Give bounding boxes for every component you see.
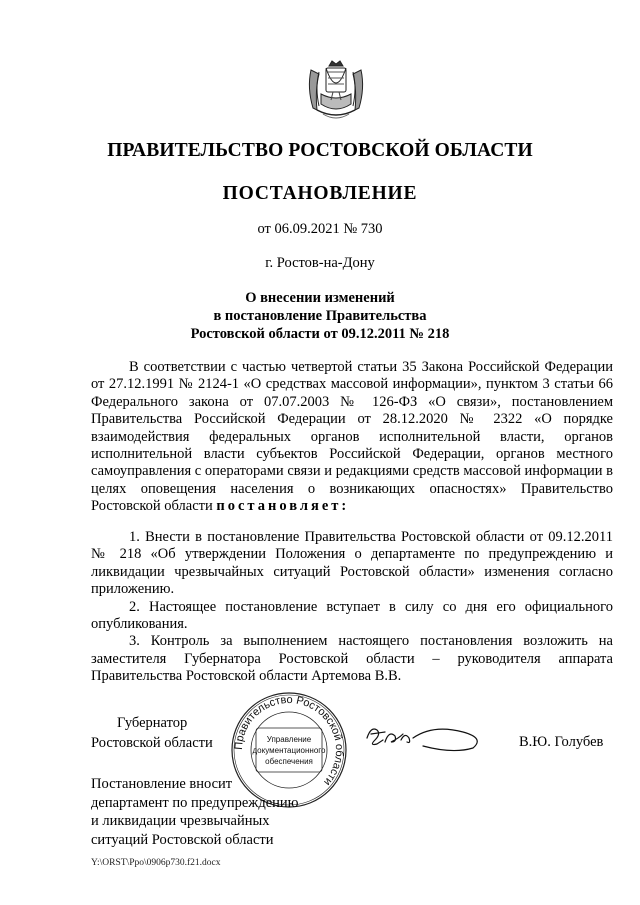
- decree-word: постановляет:: [216, 498, 350, 515]
- signatory-name: В.Ю. Голубев: [519, 734, 604, 750]
- signatory-title-line: Ростовской области: [91, 735, 213, 751]
- document-city: г. Ростов-на-Дону: [265, 255, 375, 271]
- preamble-text: В соответствии с частью четвертой статьи 35 Закона Российской Федерации от 27.12.1991 № 2124-1 «О средствах массовой информации», пунктом 3 статьи 66 Федерального закона от 07.07.2003 № 126-ФЗ «О связи», постановлением Правительства Российской Федерации от 28.12.2020 № 2322 «О порядке взаимодействия федеральных органов исполнительной власти, органов исполнительной власти субъектов Российской Федерации, органов местного самоуправления с операторами связи и редакциями средств массовой информации в целях оповещения населения о возникающих опасностях» Правительство Ростовской области: [91, 359, 613, 515]
- preamble-paragraph: [91, 359, 613, 516]
- submitted-by-line: ситуаций Ростовской области: [91, 831, 274, 848]
- seal-inner-text: Управление: [266, 735, 312, 744]
- handwritten-signature: [363, 718, 488, 758]
- submitted-by-block: [91, 775, 299, 849]
- file-path-footer: Y:\ORST\Ppo\0906p730.f21.docx: [91, 858, 221, 868]
- seal-ring-text: Правительство Ростовской области: [232, 693, 346, 788]
- submitted-by-line: департамент по предупреждению: [91, 794, 299, 811]
- decree-item: 3. Контроль за выполнением настоящего постановления возложить на заместителя Губернатора Ростовской области – руководителя аппарата Правительства Ростовской области Артемова В.В.: [91, 633, 613, 685]
- subject-line: О внесении изменений: [245, 290, 395, 306]
- document-type-title: ПОСТАНОВЛЕНИЕ: [222, 183, 418, 204]
- submitted-by-line: и ликвидации чрезвычайных: [91, 813, 270, 830]
- document-date-number: от 06.09.2021 № 730: [257, 221, 383, 237]
- signatory-title-line: Губернатор: [117, 715, 188, 731]
- decree-item: 1. Внести в постановление Правительства Ростовской области от 09.12.2011 № 218 «Об утверждении Положения о департаменте по предупреждению и ликвидации чрезвычайных ситуаций Ростовской области» изменения согласно приложению.: [91, 529, 613, 598]
- subject-line: в постановление Правительства: [213, 308, 427, 324]
- subject-line: Ростовской области от 09.12.2011 № 218: [190, 326, 450, 342]
- document-subject: [0, 289, 640, 343]
- seal-inner-text: документационного: [252, 746, 326, 755]
- seal-inner-text: обеспечения: [265, 757, 313, 766]
- decree-item: 2. Настоящее постановление вступает в силу со дня его официального опубликования.: [91, 598, 613, 633]
- submitted-by-line: Постановление вносит: [91, 776, 233, 792]
- organization-title: ПРАВИТЕЛЬСТВО РОСТОВСКОЙ ОБЛАСТИ: [107, 140, 533, 161]
- signatory-title: [91, 713, 213, 753]
- coat-of-arms-emblem: [305, 58, 367, 124]
- decree-items: [91, 529, 613, 686]
